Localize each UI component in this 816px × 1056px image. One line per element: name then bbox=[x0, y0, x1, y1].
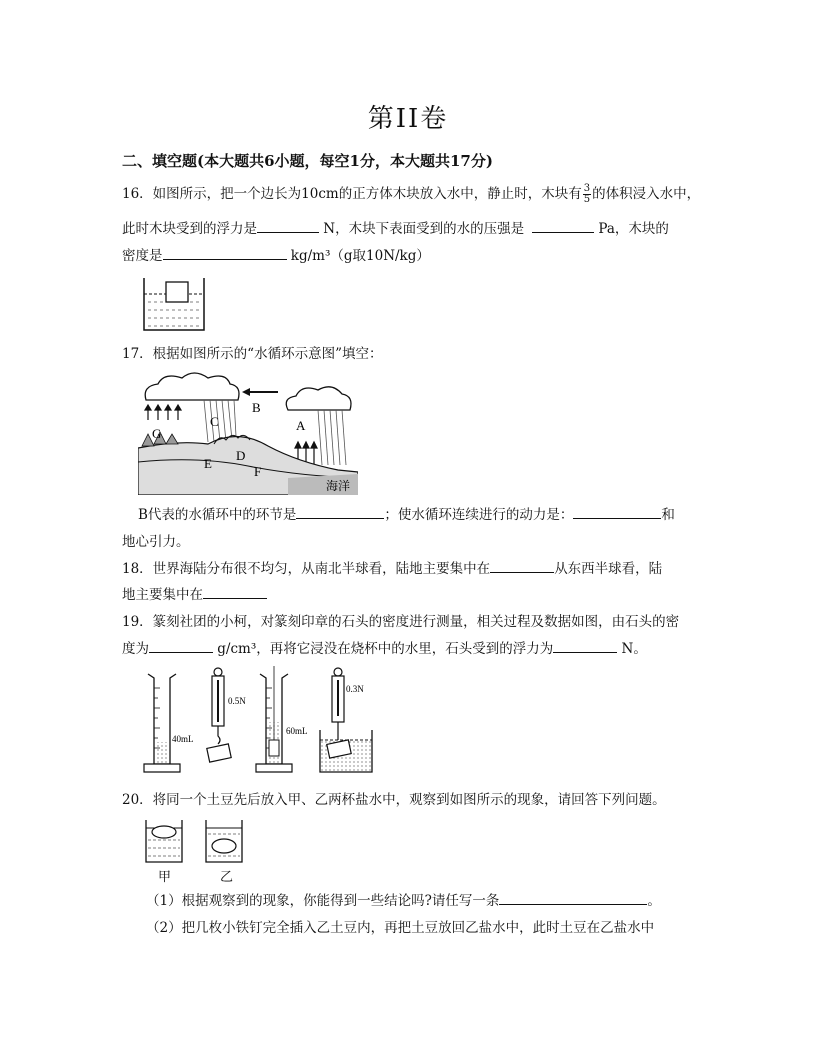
q20-sub1-text: （1）根据观察到的现象，你能得到一些结论吗?请任写一条 bbox=[146, 893, 500, 909]
q17-blank-2[interactable] bbox=[573, 504, 661, 519]
q20-sub1-end: 。 bbox=[647, 893, 661, 909]
q16-wood-block bbox=[166, 282, 188, 302]
q16-text-3a: 密度是 bbox=[122, 248, 163, 264]
q19-text-2a: 度为 bbox=[122, 641, 149, 657]
q19-text-2c: N。 bbox=[617, 641, 647, 657]
q20-line-1: 20．将同一个土豆先后放入甲、乙两杯盐水中，观察到如图所示的现象，请回答下列问题。 bbox=[122, 792, 666, 808]
potato-floating bbox=[152, 826, 176, 838]
water-cycle-figure bbox=[138, 370, 358, 495]
q19-text-2b: g/cm³，再将它浸没在烧杯中的水里，石头受到的浮力为 bbox=[213, 641, 554, 657]
q16-line-1 bbox=[122, 184, 700, 205]
q19-blank-2[interactable] bbox=[553, 638, 617, 653]
label-jia: 甲 bbox=[158, 870, 172, 885]
label-f: F bbox=[254, 464, 262, 479]
q19-measurement-figure bbox=[140, 664, 390, 780]
spring-scale-2 bbox=[332, 668, 344, 740]
q17-text-2c: 和 bbox=[661, 507, 675, 523]
label-c: C bbox=[210, 414, 219, 429]
q16-text-2a: 此时木块受到的浮力是 bbox=[122, 221, 257, 237]
q16-line-3 bbox=[122, 245, 430, 266]
q20-sub-1 bbox=[146, 890, 661, 911]
q17-line-3: 地心引力。 bbox=[122, 534, 190, 550]
q16-blank-2[interactable] bbox=[532, 218, 594, 233]
beaker-yi bbox=[206, 820, 242, 862]
section-heading: 二、填空题(本大题共6小题，每空1分，本大题共17分) bbox=[122, 152, 493, 170]
q17-line-1: 17．根据如图所示的“水循环示意图”填空： bbox=[122, 346, 383, 362]
label-e: E bbox=[204, 456, 212, 471]
q18-text-1a: 18．世界海陆分布很不均匀，从南北半球看，陆地主要集中在 bbox=[122, 561, 491, 577]
graduated-cylinder-2 bbox=[256, 666, 292, 772]
q18-blank-1[interactable] bbox=[490, 558, 554, 573]
spring-scale-1 bbox=[207, 668, 231, 762]
beaker-with-water bbox=[320, 730, 372, 772]
q16-text-3b: kg/m³（g取10N/kg） bbox=[286, 248, 430, 264]
q18-line-2 bbox=[122, 584, 267, 605]
label-d: D bbox=[236, 448, 246, 463]
q16-frac-num: 3 bbox=[583, 183, 591, 194]
q16-text-2b: N，木块下表面受到的水的压强是 bbox=[319, 221, 525, 237]
graduated-cylinder-1 bbox=[144, 674, 180, 772]
beaker-jia bbox=[146, 820, 182, 862]
q17-line-2 bbox=[138, 504, 675, 525]
q18-text-1b: 从东西半球看，陆 bbox=[554, 561, 663, 577]
q17-blank-1[interactable] bbox=[296, 504, 384, 519]
label-g: G bbox=[152, 426, 162, 441]
q16-text-1b: 的体积浸入水中， bbox=[592, 186, 701, 202]
q16-line-2 bbox=[122, 218, 669, 239]
force-label-1: 0.5N bbox=[228, 696, 246, 706]
q17-text-2a: B代表的水循环中的环节是 bbox=[138, 507, 297, 523]
label-b: B bbox=[252, 400, 261, 415]
q17-text-2b: ；使水循环连续进行的动力是： bbox=[384, 507, 574, 523]
potato-suspended bbox=[212, 839, 236, 853]
q18-blank-2[interactable] bbox=[203, 584, 267, 599]
q20-beakers-figure bbox=[142, 818, 252, 866]
q20-blank-1[interactable] bbox=[499, 890, 647, 905]
q20-sub-2: （2）把几枚小铁钉完全插入乙土豆内，再把土豆放回乙盐水中，此时土豆在乙盐水中 bbox=[146, 920, 655, 936]
q16-beaker-figure bbox=[140, 276, 210, 334]
q16-text-1a: 16．如图所示，把一个边长为10cm的正方体木块放入水中，静止时，木块有 bbox=[122, 186, 582, 202]
volume-label-1: 40mL bbox=[172, 734, 194, 744]
page-title: 第II卷 bbox=[367, 104, 449, 134]
volume-label-2: 60mL bbox=[286, 726, 308, 736]
q19-line-2 bbox=[122, 638, 647, 659]
q19-line-1: 19．篆刻社团的小柯，对篆刻印章的石头的密度进行测量，相关过程及数据如图，由石头的密 bbox=[122, 614, 680, 630]
force-label-2: 0.3N bbox=[346, 684, 364, 694]
q16-text-2c: Pa，木块的 bbox=[594, 221, 669, 237]
q16-blank-1[interactable] bbox=[257, 218, 319, 233]
label-a: A bbox=[296, 418, 306, 433]
q18-text-2: 地主要集中在 bbox=[122, 587, 203, 603]
q16-blank-3[interactable] bbox=[163, 245, 287, 260]
q18-line-1 bbox=[122, 558, 662, 579]
q16-fraction bbox=[583, 184, 591, 205]
label-ocean: 海洋 bbox=[326, 479, 351, 493]
label-yi: 乙 bbox=[220, 870, 234, 885]
q19-blank-1[interactable] bbox=[149, 638, 213, 653]
q16-frac-den: 5 bbox=[583, 194, 591, 205]
